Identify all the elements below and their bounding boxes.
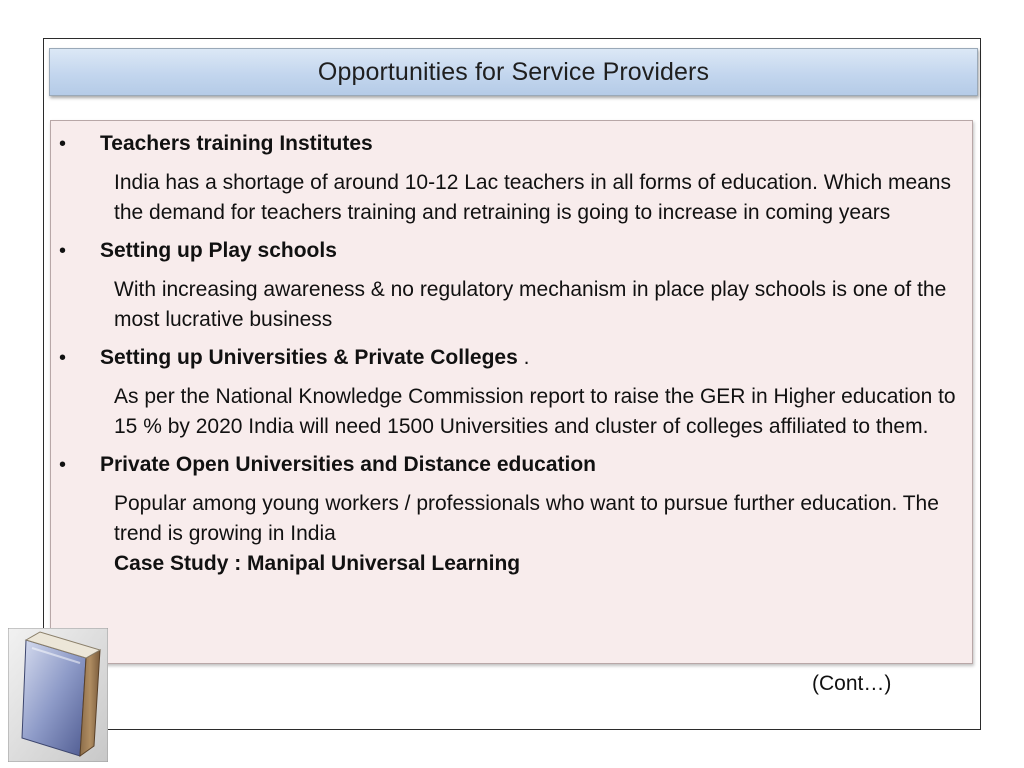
book-icon: [8, 628, 108, 762]
content-box: [50, 120, 973, 664]
list-item: [51, 236, 972, 343]
item-heading: Setting up Universities & Private Colleges .: [100, 346, 530, 369]
item-body: Popular among young workers / professionals who want to pursue further education. The trend is growing in India: [114, 492, 939, 545]
bullet-marker: •: [59, 347, 67, 369]
item-body: India has a shortage of around 10-12 Lac teachers in all forms of education. Which means the demand for teachers training and retraining is going to increase in coming years: [114, 171, 951, 224]
slide-title: Opportunities for Service Providers: [317, 57, 710, 86]
bullet-marker: •: [59, 454, 67, 476]
item-heading: Private Open Universities and Distance education: [100, 453, 596, 476]
bullet-marker: •: [59, 133, 67, 155]
list-item: [51, 343, 972, 450]
item-body: With increasing awareness & no regulatory mechanism in place play schools is one of the most lucrative business: [114, 278, 947, 331]
title-bar: [49, 48, 978, 96]
item-heading: Setting up Play schools: [100, 239, 337, 262]
bullet-list: [51, 129, 972, 579]
item-heading: Teachers training Institutes: [100, 132, 373, 155]
list-item: [51, 450, 972, 579]
continued-label: (Cont…): [812, 672, 892, 695]
list-item: [51, 129, 972, 236]
item-body: As per the National Knowledge Commission report to raise the GER in Higher education to 15 % by 2020 India will need 1500 Universities and cluster of colleges affiliated to them.: [114, 385, 956, 438]
case-study: Case Study : Manipal Universal Learning: [114, 552, 521, 575]
bullet-marker: •: [59, 240, 67, 262]
